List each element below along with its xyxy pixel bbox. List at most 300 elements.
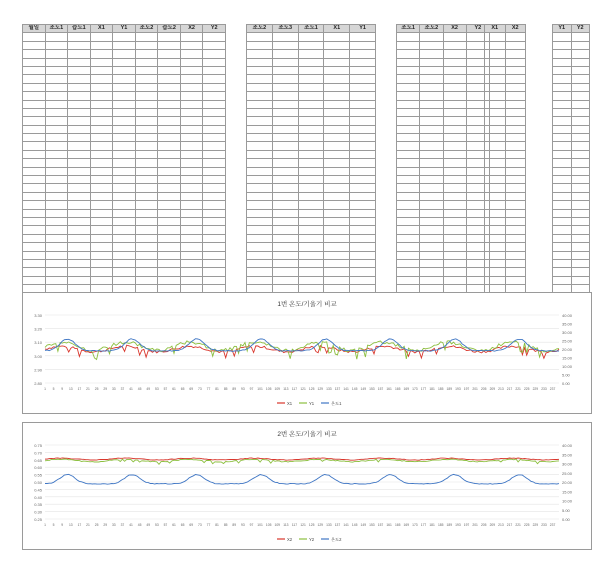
- table-cell: [68, 50, 91, 58]
- table-row: [247, 41, 376, 49]
- table-cell: [180, 50, 203, 58]
- x-tick-label: 41: [129, 387, 133, 391]
- table-row: [485, 251, 526, 259]
- column-header: 월일: [23, 25, 46, 33]
- table-cell: [485, 192, 506, 200]
- table-cell: [571, 167, 590, 175]
- table-cell: [350, 75, 376, 83]
- right-tick-label: 25.00: [562, 470, 573, 476]
- table-cell: [420, 50, 443, 58]
- x-tick-label: 13: [68, 387, 73, 391]
- table-row: [485, 150, 526, 158]
- data-table-4: [484, 24, 526, 302]
- table-cell: [420, 142, 443, 150]
- table-cell: [553, 66, 572, 74]
- table-cell: [90, 117, 113, 125]
- table-cell: [203, 268, 226, 276]
- table-cell: [571, 226, 590, 234]
- table-cell: [485, 125, 506, 133]
- table-cell: [553, 33, 572, 41]
- table-cell: [505, 100, 526, 108]
- table-cell: [90, 268, 113, 276]
- table-cell: [158, 201, 181, 209]
- table-cell: [485, 217, 506, 225]
- x-tick-label: 93: [241, 523, 245, 527]
- x-tick-label: 229: [532, 523, 539, 527]
- table-cell: [45, 33, 68, 41]
- table-cell: [180, 75, 203, 83]
- right-tick-label: 35.00: [562, 452, 573, 458]
- table-cell: [45, 268, 68, 276]
- table-row: [397, 217, 490, 225]
- table-cell: [68, 58, 91, 66]
- table-cell: [158, 41, 181, 49]
- table-cell: [350, 159, 376, 167]
- table-row: [553, 125, 590, 133]
- table-cell: [553, 167, 572, 175]
- table-cell: [45, 226, 68, 234]
- table-cell: [397, 58, 420, 66]
- x-tick-label: 65: [180, 523, 185, 527]
- table-cell: [443, 209, 466, 217]
- table-row: [397, 134, 490, 142]
- table-row: [247, 134, 376, 142]
- table-cell: [553, 176, 572, 184]
- table-cell: [23, 167, 46, 175]
- table-cell: [443, 243, 466, 251]
- table-row: [397, 184, 490, 192]
- table-row: [553, 58, 590, 66]
- table-cell: [553, 75, 572, 83]
- table-cell: [350, 192, 376, 200]
- table-row: [485, 176, 526, 184]
- left-tick-label: 2.90: [34, 367, 42, 373]
- table-cell: [68, 92, 91, 100]
- table-cell: [135, 201, 158, 209]
- table-cell: [68, 100, 91, 108]
- table-cell: [113, 167, 136, 175]
- table-row: [485, 243, 526, 251]
- table-cell: [485, 251, 506, 259]
- table-cell: [324, 58, 350, 66]
- x-tick-label: 45: [137, 387, 142, 391]
- column-header: 조도1: [45, 25, 68, 33]
- table-row: [397, 192, 490, 200]
- left-tick-label: 0.50: [34, 480, 42, 485]
- table-cell: [443, 33, 466, 41]
- table-cell: [324, 92, 350, 100]
- table-cell: [443, 108, 466, 116]
- table-row: [23, 209, 226, 217]
- table-cell: [158, 268, 181, 276]
- table-cell: [23, 176, 46, 184]
- table-cell: [505, 184, 526, 192]
- table-cell: [90, 201, 113, 209]
- x-tick-label: 25: [94, 523, 99, 527]
- table-cell: [553, 226, 572, 234]
- table-row: [247, 276, 376, 284]
- table-cell: [158, 83, 181, 91]
- x-tick-label: 197: [463, 387, 470, 391]
- table-cell: [272, 226, 298, 234]
- table-cell: [571, 125, 590, 133]
- table-cell: [324, 167, 350, 175]
- x-tick-label: 1: [44, 387, 46, 391]
- table-cell: [45, 100, 68, 108]
- table-cell: [135, 176, 158, 184]
- column-header: 조도3: [272, 25, 298, 33]
- table-cell: [247, 92, 273, 100]
- table-cell: [113, 226, 136, 234]
- table-header-row: [553, 25, 590, 33]
- table-cell: [324, 226, 350, 234]
- table-cell: [505, 217, 526, 225]
- table-cell: [505, 234, 526, 242]
- x-tick-label: 205: [480, 387, 487, 391]
- table-cell: [113, 259, 136, 267]
- table-cell: [247, 50, 273, 58]
- table-cell: [443, 192, 466, 200]
- chart-2-panel: [22, 422, 592, 550]
- table-cell: [68, 259, 91, 267]
- table-cell: [23, 243, 46, 251]
- table-cell: [113, 66, 136, 74]
- table-cell: [68, 209, 91, 217]
- data-table-3: [396, 24, 490, 302]
- table-cell: [505, 66, 526, 74]
- legend-label: 온도1: [331, 400, 342, 406]
- x-tick-label: 117: [291, 523, 298, 527]
- table-row: [485, 234, 526, 242]
- x-tick-label: 121: [300, 523, 306, 527]
- table-cell: [68, 117, 91, 125]
- table-cell: [247, 142, 273, 150]
- table-cell: [485, 159, 506, 167]
- table-cell: [350, 142, 376, 150]
- table-cell: [298, 41, 324, 49]
- table-cell: [180, 150, 203, 158]
- table-cell: [272, 176, 298, 184]
- table-cell: [553, 125, 572, 133]
- table-cell: [68, 33, 91, 41]
- right-tick-label: 10.00: [562, 498, 573, 504]
- table-row: [553, 108, 590, 116]
- table-cell: [158, 58, 181, 66]
- table-cell: [350, 83, 376, 91]
- table-cell: [158, 259, 181, 267]
- x-tick-label: 181: [429, 523, 435, 527]
- table-cell: [158, 192, 181, 200]
- table-row: [397, 83, 490, 91]
- chart-2: [23, 423, 591, 549]
- table-cell: [180, 176, 203, 184]
- table-cell: [298, 276, 324, 284]
- x-tick-label: 13: [68, 523, 73, 527]
- table-cell: [113, 276, 136, 284]
- table-cell: [158, 108, 181, 116]
- table-cell: [135, 58, 158, 66]
- table-cell: [324, 66, 350, 74]
- table-cell: [90, 92, 113, 100]
- table-cell: [23, 268, 46, 276]
- table-row: [247, 83, 376, 91]
- table-cell: [350, 100, 376, 108]
- table-cell: [420, 100, 443, 108]
- table-cell: [443, 83, 466, 91]
- table-cell: [135, 259, 158, 267]
- table-cell: [158, 117, 181, 125]
- table-cell: [45, 251, 68, 259]
- table-cell: [113, 217, 136, 225]
- table-cell: [113, 142, 136, 150]
- table-cell: [324, 108, 350, 116]
- table-cell: [247, 226, 273, 234]
- table-cell: [443, 100, 466, 108]
- table-cell: [158, 150, 181, 158]
- table-row: [247, 159, 376, 167]
- table-cell: [90, 142, 113, 150]
- table-cell: [272, 159, 298, 167]
- table-cell: [553, 184, 572, 192]
- table-cell: [443, 268, 466, 276]
- table-row: [553, 66, 590, 74]
- table-cell: [23, 100, 46, 108]
- x-tick-label: 165: [394, 387, 401, 391]
- table-cell: [505, 41, 526, 49]
- table-cell: [135, 33, 158, 41]
- table-cell: [203, 125, 226, 133]
- table-cell: [350, 217, 376, 225]
- column-header: Y1: [113, 25, 136, 33]
- table-row: [247, 150, 376, 158]
- table-cell: [203, 58, 226, 66]
- chart-title: 1번 온도/기울기 비교: [277, 301, 337, 308]
- table-cell: [420, 159, 443, 167]
- table-cell: [553, 41, 572, 49]
- table-row: [553, 150, 590, 158]
- table-row: [397, 201, 490, 209]
- right-tick-label: 10.00: [562, 364, 573, 369]
- table-cell: [397, 251, 420, 259]
- table-cell: [203, 167, 226, 175]
- table-cell: [247, 167, 273, 175]
- table-cell: [247, 201, 273, 209]
- table-cell: [420, 108, 443, 116]
- table-cell: [350, 92, 376, 100]
- table-row: [553, 251, 590, 259]
- table-cell: [553, 276, 572, 284]
- x-tick-label: 173: [412, 387, 418, 391]
- table-row: [553, 142, 590, 150]
- table-cell: [158, 159, 181, 167]
- table-row: [397, 125, 490, 133]
- x-tick-label: 157: [377, 387, 384, 391]
- table-cell: [158, 134, 181, 142]
- table-cell: [158, 226, 181, 234]
- table-row: [397, 41, 490, 49]
- table-row: [23, 276, 226, 284]
- table-cell: [90, 100, 113, 108]
- x-tick-label: 5: [52, 523, 55, 527]
- column-header: Y2: [203, 25, 226, 33]
- table-cell: [420, 125, 443, 133]
- table-header-row: [247, 25, 376, 33]
- table-cell: [298, 217, 324, 225]
- table-cell: [443, 58, 466, 66]
- table-cell: [443, 142, 466, 150]
- right-tick-label: 0.00: [562, 381, 570, 386]
- table-row: [247, 176, 376, 184]
- table-cell: [180, 251, 203, 259]
- column-header: X2: [443, 25, 466, 33]
- table-cell: [247, 83, 273, 91]
- x-tick-label: 101: [257, 523, 263, 527]
- table-cell: [443, 251, 466, 259]
- table-cell: [203, 176, 226, 184]
- table-cell: [90, 234, 113, 242]
- table-cell: [420, 234, 443, 242]
- chart-1-panel: [22, 292, 592, 414]
- table-cell: [272, 276, 298, 284]
- table-row: [397, 226, 490, 234]
- table-row: [247, 234, 376, 242]
- x-tick-label: 149: [360, 523, 367, 527]
- table-row: [23, 150, 226, 158]
- table-cell: [113, 184, 136, 192]
- table-cell: [420, 83, 443, 91]
- table-cell: [272, 134, 298, 142]
- table-cell: [113, 243, 136, 251]
- table-cell: [113, 92, 136, 100]
- table-cell: [505, 92, 526, 100]
- left-tick-label: 0.40: [34, 494, 42, 500]
- table-cell: [350, 243, 376, 251]
- table-cell: [45, 217, 68, 225]
- table-cell: [324, 217, 350, 225]
- left-tick-label: 0.30: [34, 509, 42, 515]
- table-cell: [180, 159, 203, 167]
- table-cell: [324, 150, 350, 158]
- table-row: [553, 226, 590, 234]
- table-cell: [203, 226, 226, 234]
- table-cell: [23, 234, 46, 242]
- table-cell: [298, 184, 324, 192]
- table-row: [23, 176, 226, 184]
- table-cell: [45, 276, 68, 284]
- legend-label: 온도2: [331, 536, 342, 542]
- table-cell: [571, 184, 590, 192]
- table-cell: [397, 117, 420, 125]
- right-tick-label: 15.00: [562, 355, 573, 361]
- table-cell: [23, 226, 46, 234]
- table-cell: [298, 243, 324, 251]
- table-cell: [23, 217, 46, 225]
- table-cell: [158, 251, 181, 259]
- table-cell: [180, 192, 203, 200]
- table-cell: [298, 167, 324, 175]
- x-tick-label: 21: [86, 387, 90, 391]
- table-cell: [45, 75, 68, 83]
- x-tick-label: 177: [420, 387, 427, 391]
- legend-label: X1: [287, 400, 293, 406]
- table-cell: [23, 66, 46, 74]
- table-row: [553, 259, 590, 267]
- table-cell: [571, 50, 590, 58]
- table-row: [553, 134, 590, 142]
- table-cell: [113, 75, 136, 83]
- table-cell: [113, 192, 136, 200]
- table-cell: [397, 150, 420, 158]
- table-cell: [350, 50, 376, 58]
- table-cell: [485, 58, 506, 66]
- table-cell: [420, 41, 443, 49]
- table-row: [397, 92, 490, 100]
- table-cell: [180, 58, 203, 66]
- table-cell: [420, 167, 443, 175]
- table-cell: [505, 58, 526, 66]
- table-cell: [23, 83, 46, 91]
- table-cell: [350, 184, 376, 192]
- table-cell: [553, 142, 572, 150]
- table-cell: [272, 33, 298, 41]
- table-cell: [443, 259, 466, 267]
- table-cell: [203, 201, 226, 209]
- table-cell: [247, 276, 273, 284]
- x-tick-label: 33: [111, 387, 116, 391]
- table-cell: [135, 100, 158, 108]
- x-tick-label: 141: [343, 523, 349, 527]
- table-row: [553, 167, 590, 175]
- table-cell: [397, 184, 420, 192]
- table-row: [485, 268, 526, 276]
- table-row: [247, 75, 376, 83]
- column-header: Y2: [466, 25, 489, 33]
- table-cell: [443, 176, 466, 184]
- column-header: 습도1: [68, 25, 91, 33]
- table-cell: [397, 167, 420, 175]
- table-row: [485, 83, 526, 91]
- table-header-row: [485, 25, 526, 33]
- x-tick-label: 49: [146, 523, 151, 527]
- table-cell: [45, 83, 68, 91]
- table-cell: [68, 125, 91, 133]
- x-tick-label: 5: [52, 387, 55, 391]
- table-cell: [420, 33, 443, 41]
- table-cell: [247, 243, 273, 251]
- table-cell: [298, 117, 324, 125]
- x-tick-label: 157: [377, 523, 384, 527]
- table-cell: [272, 125, 298, 133]
- table-cell: [203, 259, 226, 267]
- table-cell: [350, 108, 376, 116]
- table-cell: [324, 75, 350, 83]
- x-tick-label: 61: [172, 523, 176, 527]
- table-cell: [45, 209, 68, 217]
- table-cell: [90, 33, 113, 41]
- table-cell: [247, 108, 273, 116]
- table-cell: [203, 243, 226, 251]
- table-cell: [553, 100, 572, 108]
- table-cell: [505, 251, 526, 259]
- table-row: [247, 201, 376, 209]
- table-cell: [443, 159, 466, 167]
- table-row: [553, 201, 590, 209]
- table-cell: [158, 125, 181, 133]
- x-tick-label: 77: [206, 523, 211, 527]
- table-cell: [45, 117, 68, 125]
- table-cell: [180, 142, 203, 150]
- right-tick-label: 20.00: [562, 347, 573, 352]
